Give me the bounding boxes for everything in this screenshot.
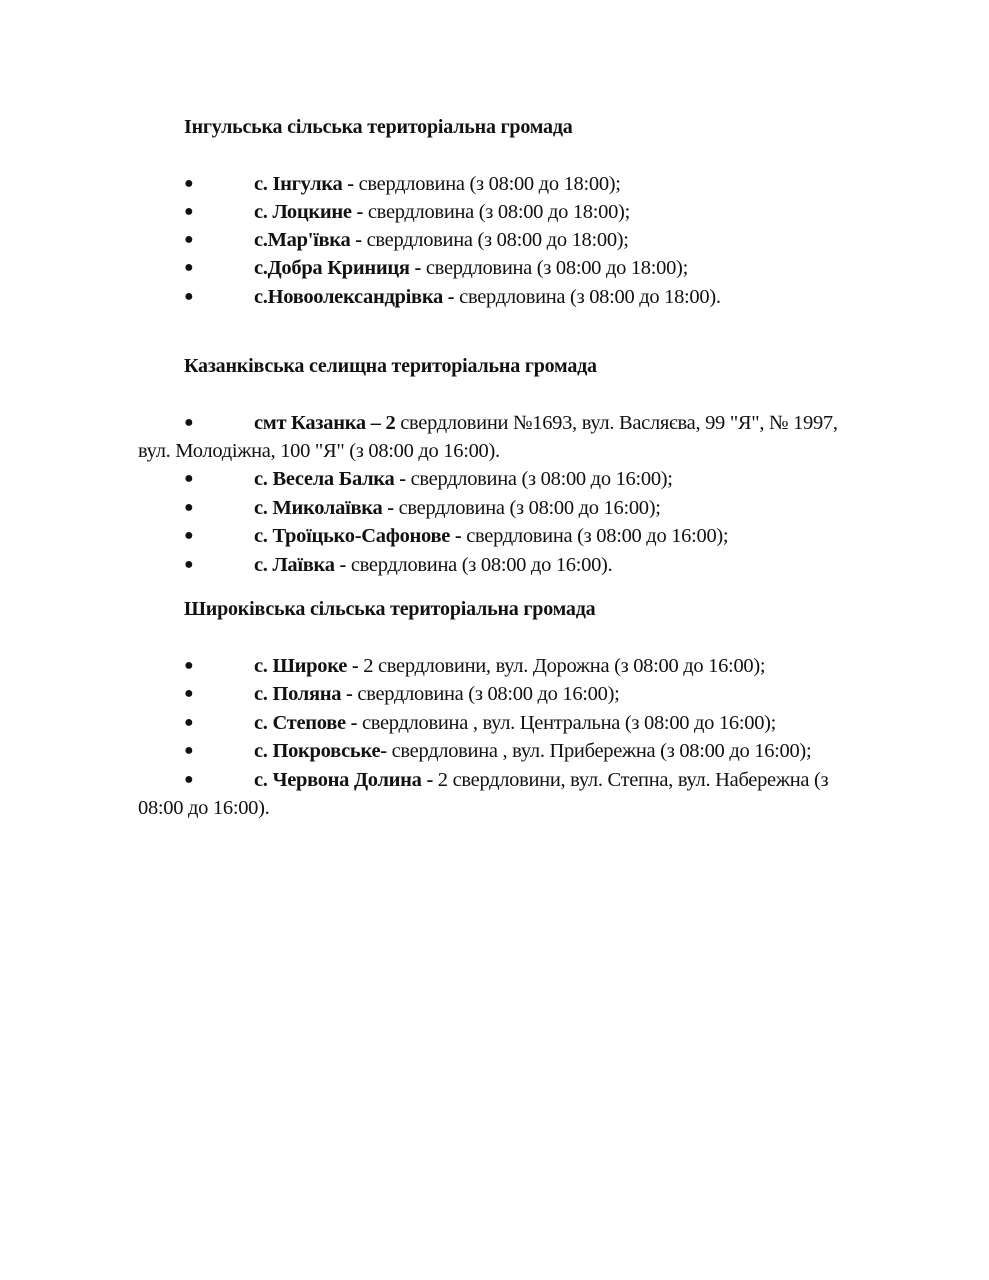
- section-title-ingulska: Інгульська сільська територіальна громада: [184, 116, 573, 138]
- village-detail: свердловина , вул. Центральна (з 08:00 до 16:00);: [357, 712, 777, 734]
- section-title-shyrokivska: Широківська сільська територіальна громада: [184, 598, 596, 620]
- bullet-icon: ●: [184, 657, 194, 674]
- bullet-icon: ●: [184, 771, 194, 788]
- village-name: с. Поляна -: [254, 683, 353, 705]
- village-detail: свердловина (з 08:00 до 16:00);: [393, 497, 661, 519]
- bullet-icon: ●: [184, 685, 194, 702]
- bullet-icon: ●: [184, 470, 194, 487]
- village-name: смт Казанка – 2: [254, 412, 396, 434]
- bullet-icon: ●: [184, 175, 194, 192]
- bullet-icon: ●: [184, 288, 194, 305]
- village-name: с. Інгулка -: [254, 173, 354, 195]
- village-detail: свердловина (з 08:00 до 16:00).: [346, 554, 613, 576]
- village-detail: 2 свердловини, вул. Дорожна (з 08:00 до 16:00);: [358, 655, 766, 677]
- village-detail: свердловина (з 08:00 до 16:00);: [352, 683, 620, 705]
- village-detail: 2 свердловини, вул. Степна, вул. Набережна (з: [432, 769, 829, 791]
- bullet-icon: ●: [184, 414, 194, 431]
- village-name: с. Широке -: [254, 655, 359, 677]
- village-name: с. Троїцько-Сафонове -: [254, 525, 462, 547]
- bullet-icon: ●: [184, 203, 194, 220]
- village-detail-continuation: вул. Молодіжна, 100 "Я" (з 08:00 до 16:00).: [138, 440, 500, 462]
- village-name: с. Лаївка -: [254, 554, 347, 576]
- village-detail: свердловина (з 08:00 до 18:00);: [421, 257, 688, 279]
- bullet-icon: ●: [184, 499, 194, 516]
- village-detail: свердловина , вул. Прибережна (з 08:00 до 16:00);: [386, 740, 812, 762]
- village-detail: свердловина (з 08:00 до 16:00);: [405, 468, 673, 490]
- village-name: с. Червона Долина -: [254, 769, 433, 791]
- village-name: с. Покровське-: [254, 740, 387, 762]
- village-name: с. Лоцкине -: [254, 201, 364, 223]
- bullet-icon: ●: [184, 527, 194, 544]
- village-name: с. Миколаївка -: [254, 497, 394, 519]
- village-detail: свердловина (з 08:00 до 18:00);: [361, 229, 629, 251]
- village-name: с. Степове -: [254, 712, 358, 734]
- village-detail: свердловина (з 08:00 до 18:00);: [363, 201, 630, 223]
- bullet-icon: ●: [184, 259, 194, 276]
- village-detail: свердловина (з 08:00 до 18:00).: [454, 286, 721, 308]
- village-detail: свердловини №1693, вул. Васляєва, 99 "Я", № 1997,: [395, 412, 838, 434]
- bullet-icon: ●: [184, 742, 194, 759]
- village-detail-continuation: 08:00 до 16:00).: [138, 797, 270, 819]
- bullet-icon: ●: [184, 714, 194, 731]
- section-title-kazankivska: Казанківська селищна територіальна громада: [184, 355, 597, 377]
- village-detail: свердловина (з 08:00 до 18:00);: [353, 173, 621, 195]
- village-name: с.Новоолександрівка -: [254, 286, 455, 308]
- village-detail: свердловина (з 08:00 до 16:00);: [461, 525, 729, 547]
- village-name: с. Весела Балка -: [254, 468, 406, 490]
- bullet-icon: ●: [184, 231, 194, 248]
- bullet-icon: ●: [184, 556, 194, 573]
- village-name: с.Добра Криниця -: [254, 257, 422, 279]
- village-name: с.Мар'ївка -: [254, 229, 362, 251]
